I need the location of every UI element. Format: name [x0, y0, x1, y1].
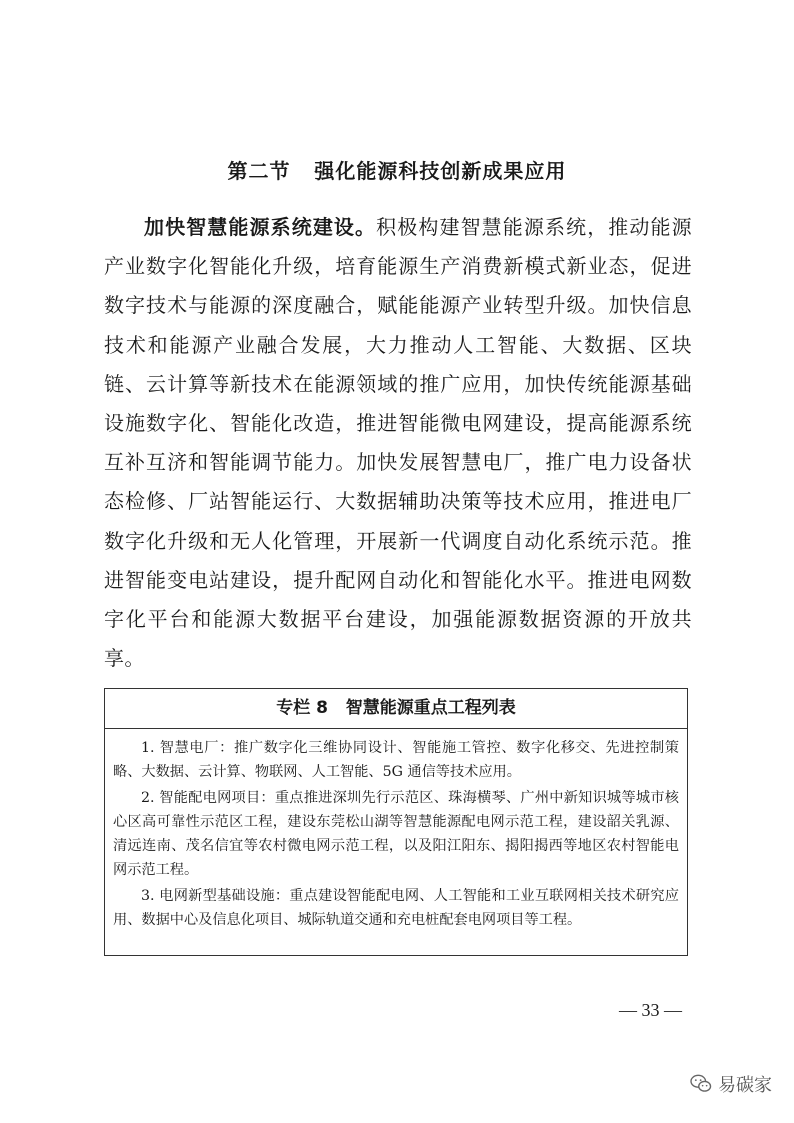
column-box-body — [105, 729, 687, 932]
column-box-title: 专栏 8 智慧能源重点工程列表 — [105, 689, 687, 729]
paragraph-body: 积极构建智慧能源系统，推动能源产业数字化智能化升级，培育能源生产消费新模式新业态，促进数字技术与能源的深度融合，赋能能源产业转型升级。加快信息技术和能源产业融合发展，大力推动人工智能、大数据、区块链、云计算等新技术在能源领域的推广应用，加快传统能源基础设施数字化、智能化改造，推进智能微电网建设，提高能源系统互补互济和智能调节能力。加快发展智慧电厂，推广电力设备状态检修、厂站智能运行、大数据辅助决策等技术应用，推进电厂数字化升级和无人化管理，开展新一代调度自动化系统示范。推进智能变电站建设，提升配网自动化和智能化水平。推进电网数字化平台和能源大数据平台建设，加强能源数据资源的开放共享。 — [104, 215, 693, 671]
paragraph-lead: 加快智慧能源系统建设。 — [144, 215, 377, 239]
column-item-smart-distribution-grid: 2. 智能配电网项目：重点推进深圳先行示范区、珠海横琴、广州中新知识城等城市核心区高可靠性示范区工程，建设东莞松山湖等智慧能源配电网示范工程，建设韶关乳源、清远连南、茂名信宜等农村微电网示范工程，以及阳江阳东、揭阳揭西等地区农村智能电网示范工程。 — [113, 790, 679, 878]
section-title: 第二节 强化能源科技创新成果应用 — [227, 159, 567, 183]
watermark — [690, 1071, 772, 1097]
column-item-smart-power-plant: 1. 智慧电厂：推广数字化三维协同设计、智能施工管控、数字化移交、先进控制策略、大数据、云计算、物联网、人工智能、5G 通信等技术应用。 — [113, 740, 679, 780]
wechat-icon — [690, 1074, 712, 1094]
watermark-text: 易碳家 — [718, 1075, 772, 1096]
body-paragraph — [104, 208, 692, 678]
page-number: — 33 — — [619, 1000, 682, 1020]
column-box — [104, 688, 688, 956]
column-item-grid-infrastructure: 3. 电网新型基础设施：重点建设智能配电网、人工智能和工业互联网相关技术研究应用、数据中心及信息化项目、城际轨道交通和充电桩配套电网项目等工程。 — [113, 888, 679, 928]
